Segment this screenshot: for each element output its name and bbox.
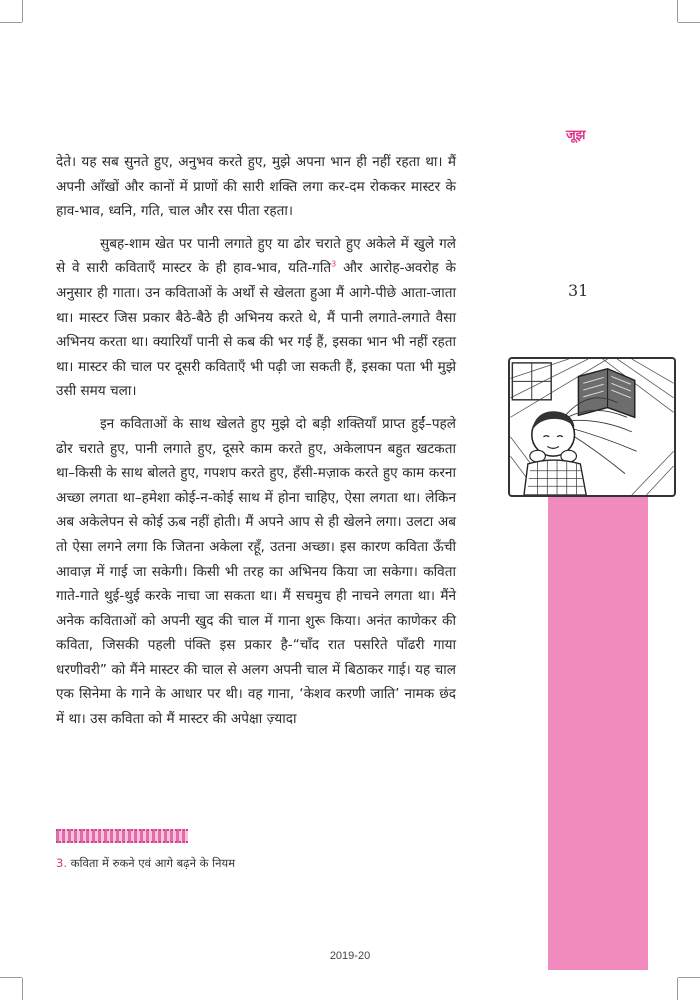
- footnote-number: 3.: [56, 856, 67, 870]
- footnote-text: कविता में रुकने एवं आगे बढ़ने के नियम: [66, 856, 236, 870]
- paragraph: देते। यह सब सुनते हुए, अनुभव करते हुए, मुझे अपना भान ही नहीं रहता था। मैं अपनी आँखों और कानों में प्राणों की सारी शक्ति लगा कर-दम रोककर मास्टर के हाव-भाव, ध्वनि, गति, चाल और रस पीता रहता।: [56, 154, 456, 220]
- page-number: 31: [568, 281, 589, 300]
- body-text: [56, 150, 456, 740]
- footnote: [56, 856, 235, 871]
- crop-mark: [678, 22, 700, 23]
- boy-reading-illustration: [508, 357, 676, 497]
- crop-mark: [22, 978, 23, 1000]
- crop-mark: [677, 0, 678, 22]
- decorative-pink-band: [548, 480, 648, 970]
- crop-mark: [677, 978, 678, 1000]
- footer-year: 2019-20: [329, 950, 371, 962]
- chapter-title: जूझ: [566, 128, 586, 143]
- paragraph-text: और आरोह-अवरोह के अनुसार ही गाता। उन कविताओं के अर्थों से खेलता हुआ मैं आगे-पीछे आता-जाता था। मास्टर जिस प्रकार बैठे-बैठे ही अभिनय करते थे, मैं पानी लगाते-लगाते वैसा अभिनय करता था। क्यारियाँ पानी से कब की भर गई हैं, इसका भान भी नहीं रहता था। मास्टर की चाल पर दूसरी कविताएँ भी पढ़ी जा सकती हैं, इसका पता भी मुझे उसी समय चला।: [56, 260, 456, 400]
- paragraph-text: सुबह-शाम खेत पर पानी लगाते हुए या ढोर चराते हुए अकेले में खुले गले से वे सारी कविताएँ मास्टर के ही हाव-भाव, यति-गति: [56, 235, 456, 277]
- crop-mark: [22, 0, 23, 22]
- crop-mark: [678, 977, 700, 978]
- crop-mark: [0, 22, 22, 23]
- footnote-marker: 3: [331, 259, 337, 269]
- crop-mark: [0, 977, 22, 978]
- paragraph: [56, 232, 456, 404]
- footnote-ornament: [56, 829, 188, 843]
- paragraph: इन कविताओं के साथ खेलते हुए मुझे दो बड़ी शक्तियाँ प्राप्त हुईं–पहले ढोर चराते हुए, पानी लगाते हुए, दूसरे काम करते हुए, अकेलापन बहुत खटकता था–किसी के साथ बोलते हुए, गपशप करते हुए, हँसी-मज़ाक करते हुए काम करना अच्छा लगता था–हमेशा कोई-न-कोई साथ में होना चाहिए, ऐसा लगता था। लेकिन अब अकेलेपन से कोई ऊब नहीं होती। मैं अपने आप से ही खेलने लगा। उलटा अब तो ऐसा लगने लगा कि जितना अकेला रहूँ, उतना अच्छा। इस कारण कविता ऊँची आवाज़ में गाई जा सकेगी। किसी भी तरह का अभिनय किया जा सकेगा। कविता गाते-गाते थुई-थुई करके नाचा जा सकता था। मैं सचमुच ही नाचने लगता था। मैंने अनेक कविताओं को अपनी खुद की चाल में गाना शुरू किया। अनंत काणेकर की कविता, जिसकी पहली पंक्ति इस प्रकार है-“चाँद रात पसरिते पाँढरी गाया धरणीवरी” को मैंने मास्टर की चाल से अलग अपनी चाल में बिठाकर गाई। यह चाल एक सिनेमा के गाने के आधार पर थी। वह गाना, ‘केशव करणी जाति’ नामक छंद में था। उस कविता को मैं मास्टर की अपेक्षा ज़्यादा: [56, 415, 456, 728]
- boy-reading-book-icon: [510, 359, 674, 495]
